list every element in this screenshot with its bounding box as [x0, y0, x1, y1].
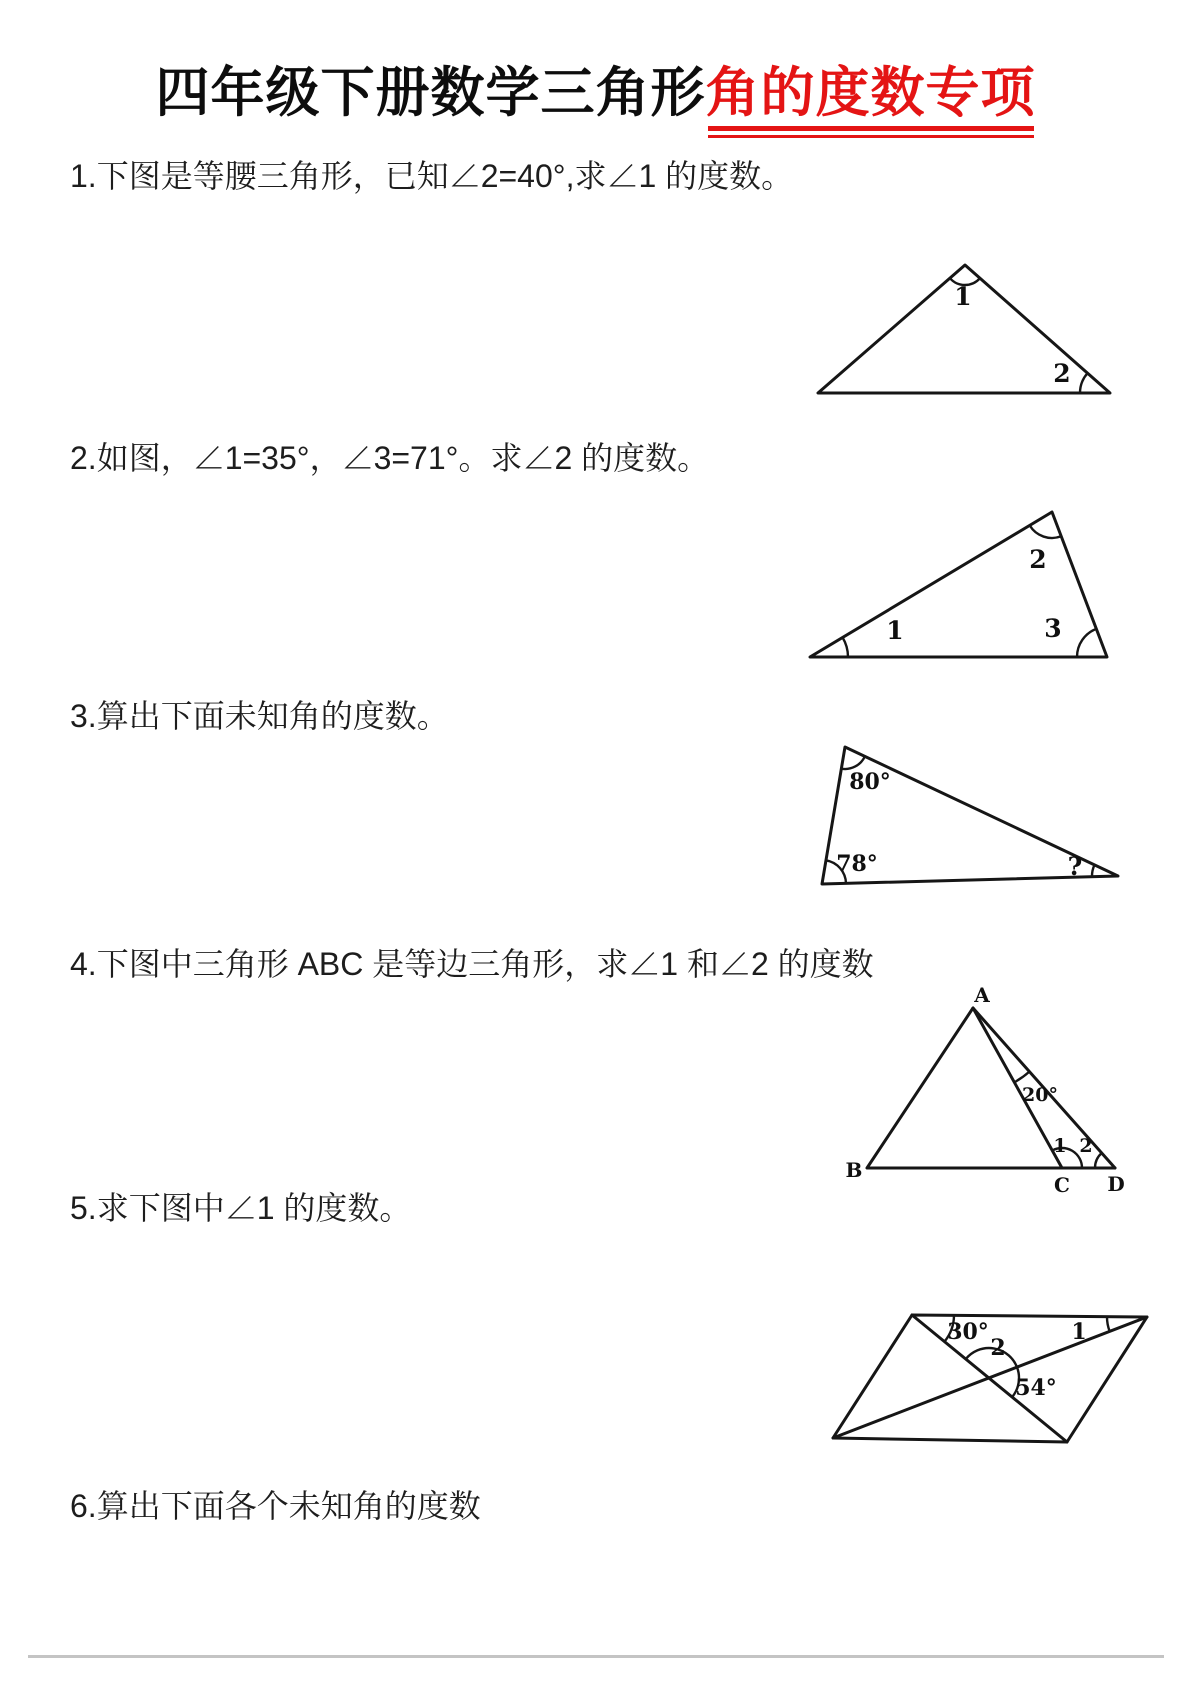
fig2-triangle-outline — [810, 512, 1107, 657]
fig3-right-angle-arc — [1092, 865, 1095, 877]
fig2-angle-1-arc — [843, 638, 848, 658]
figure-1-isosceles-triangle — [780, 225, 1130, 410]
question-2-text: 2.如图，∠1=35°，∠3=71°。求∠2 的度数。 — [70, 440, 710, 476]
fig5-angle-1-arc — [1107, 1317, 1110, 1332]
fig3-top-angle-label: 80° — [849, 769, 891, 795]
fig5-54-degree-label: 54° — [1015, 1375, 1057, 1401]
fig5-30-degree-label: 30° — [947, 1319, 989, 1345]
fig5-angle-1-label: 1 — [1071, 1319, 1087, 1345]
figure-4-equilateral-triangle — [800, 985, 1130, 1197]
fig4-20-degree-arc — [1014, 1072, 1029, 1083]
figure-5-parallelogram — [800, 1295, 1170, 1465]
fig4-vertex-d-label: D — [1107, 1172, 1125, 1196]
question-3-text: 3.算出下面未知角的度数。 — [70, 698, 449, 734]
fig4-20-degree-label: 20° — [1022, 1084, 1058, 1106]
fig4-angle-1-label: 1 — [1053, 1135, 1067, 1157]
fig4-angle-2-arc — [1095, 1153, 1102, 1168]
title-red-highlight: 角的度数专项 — [706, 60, 1036, 128]
fig2-angle-3-label: 3 — [1044, 614, 1062, 643]
fig1-angle-2-label: 2 — [1053, 359, 1071, 388]
question-4-text: 4.下图中三角形 ABC 是等边三角形，求∠1 和∠2 的度数 — [70, 946, 874, 982]
fig5-angle-2-label: 2 — [990, 1335, 1006, 1361]
title-prefix: 四年级下册数学三角形 — [155, 63, 706, 123]
question-1-text: 1.下图是等腰三角形，已知∠2=40°,求∠1 的度数。 — [70, 158, 794, 194]
fig2-angle-1-label: 1 — [886, 616, 904, 645]
fig4-vertex-a-label: A — [974, 985, 990, 1007]
fig3-top-angle-arc — [841, 756, 865, 769]
fig3-unknown-angle-label: ? — [1067, 852, 1083, 881]
fig4-vertex-b-label: B — [845, 1158, 863, 1182]
fig4-vertex-c-label: C — [1054, 1173, 1070, 1197]
figure-3-triangle — [750, 735, 1130, 895]
fig3-left-angle-label: 78° — [836, 851, 878, 877]
fig2-angle-2-label: 2 — [1029, 545, 1047, 574]
figure-2-triangle — [790, 480, 1130, 680]
question-5-text: 5.求下图中∠1 的度数。 — [70, 1190, 412, 1226]
fig2-angle-3-arc — [1077, 629, 1096, 657]
page-title — [0, 60, 1191, 128]
page-divider — [28, 1655, 1164, 1658]
fig1-angle-1-label: 1 — [954, 282, 972, 311]
fig4-angle-2-label: 2 — [1079, 1135, 1093, 1157]
question-6-text: 6.算出下面各个未知角的度数 — [70, 1488, 481, 1524]
fig1-right-angle-arc — [1080, 373, 1088, 393]
